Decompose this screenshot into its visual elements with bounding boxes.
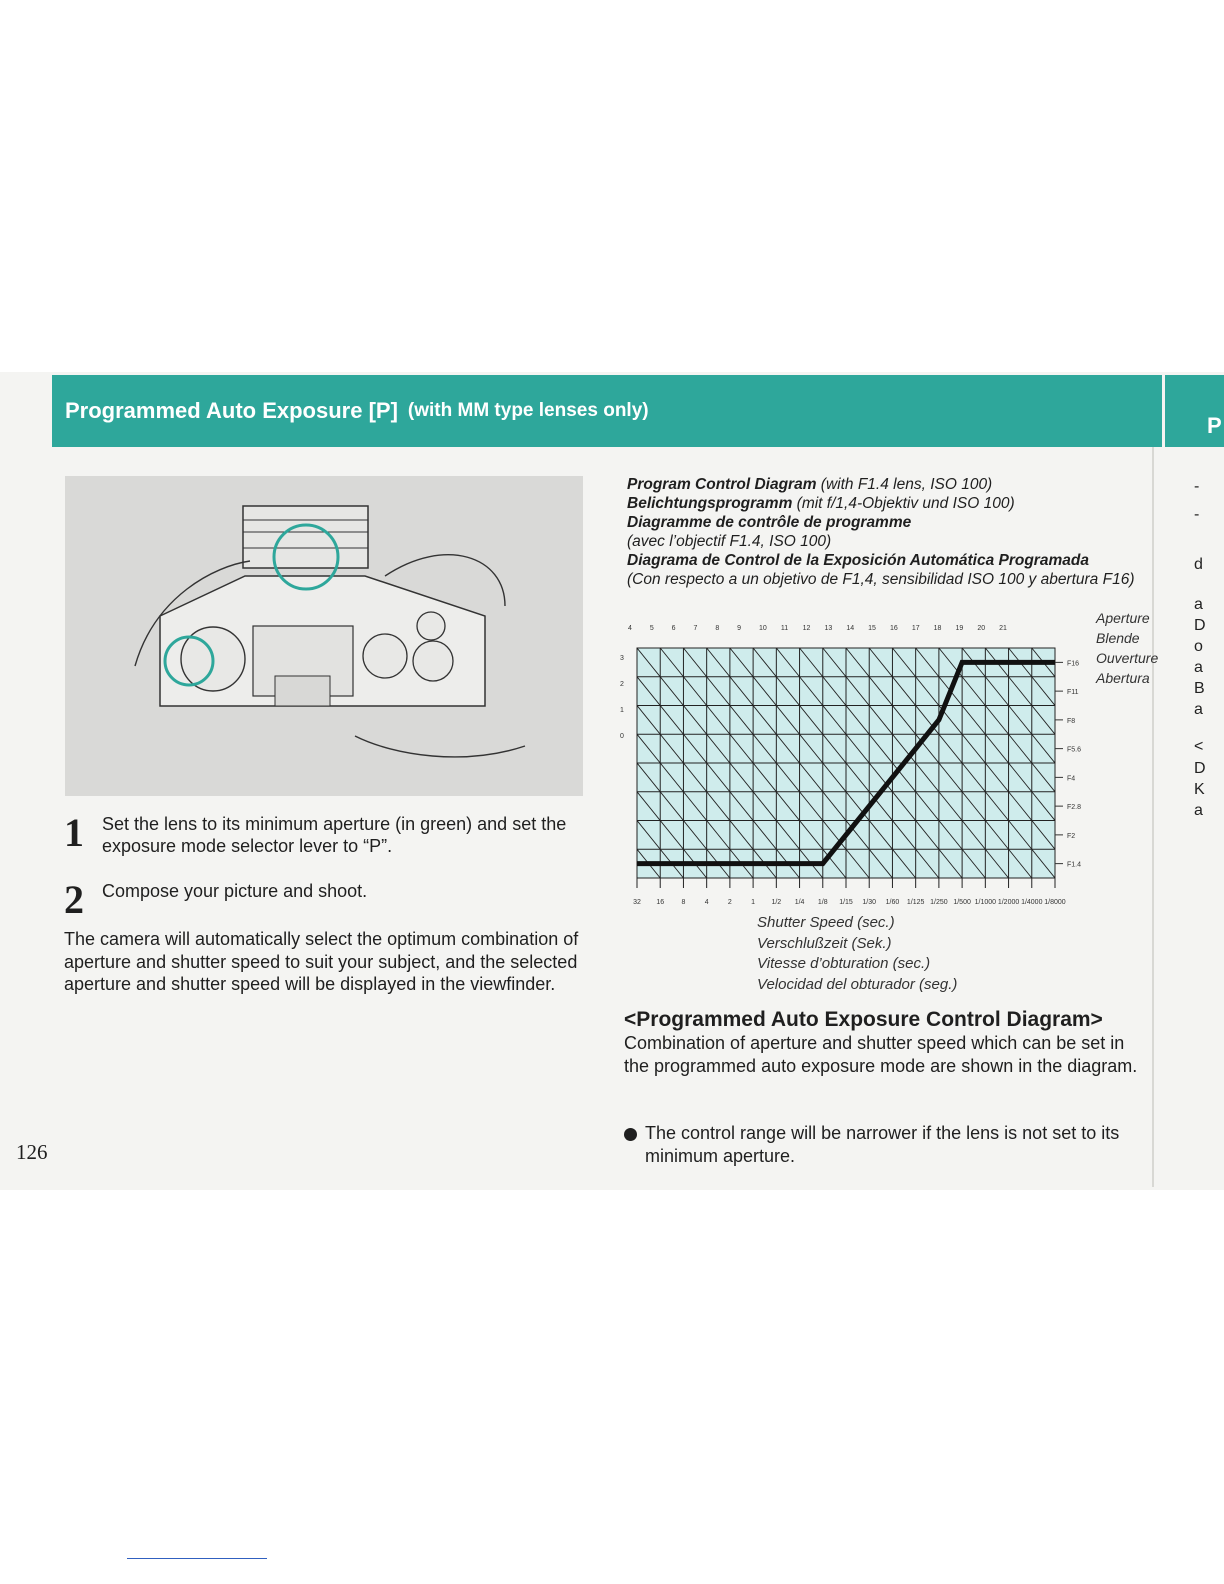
shutter-label-de: Verschlußzeit (Sek.) bbox=[757, 934, 892, 952]
next-page-fragment: - bbox=[1194, 506, 1200, 523]
ev-label: 10 bbox=[759, 625, 767, 632]
section-header bbox=[52, 375, 1162, 447]
body-paragraph: The camera will automatically select the optimum combination of aperture and shutter speed to suit your subject, and the selected aperture and shutter speed will be displayed in the viewfinder. bbox=[64, 929, 579, 994]
ev-label: 13 bbox=[824, 625, 833, 632]
caption-fr-rest: (avec l’objectif F1.4, ISO 100) bbox=[627, 533, 832, 550]
diagram-caption bbox=[627, 475, 1147, 589]
next-page-fragment: a bbox=[1194, 802, 1203, 819]
section-body: Combination of aperture and shutter speed which can be set in the programmed auto exposure mode are shown in the diagram. bbox=[624, 1033, 1138, 1076]
aperture-axis-labels bbox=[1096, 608, 1158, 688]
step-1-number: 1 bbox=[64, 810, 84, 855]
y-tick-label: F11 bbox=[1067, 689, 1079, 697]
y-tick-label: F16 bbox=[1067, 660, 1080, 668]
caption-en-rest: (with F1.4 lens, ISO 100) bbox=[816, 476, 993, 493]
ev-label: 18 bbox=[933, 625, 942, 632]
ev-label: 12 bbox=[802, 625, 811, 632]
caption-fr-bold: Diagramme de contrôle de programme bbox=[627, 514, 912, 531]
step-1-text: Set the lens to its minimum aperture (in green) and set the exposure mode selector lever to “P”. bbox=[102, 814, 567, 856]
shutter-axis-labels bbox=[757, 913, 957, 995]
ev-label: 7 bbox=[693, 625, 698, 632]
ev-label-left: 3 bbox=[620, 655, 624, 662]
caption-es-rest: (Con respecto a un objetivo de F1,4, sensibilidad ISO 100 y abertura F16) bbox=[627, 571, 1135, 588]
x-tick-label: 1/4000 bbox=[1021, 899, 1043, 906]
ev-label-left: 1 bbox=[620, 707, 624, 714]
shutter-label-fr: Vitesse d’obturation (sec.) bbox=[757, 955, 931, 972]
ev-label-left: 0 bbox=[620, 733, 624, 740]
aperture-label-es: Abertura bbox=[1096, 670, 1150, 686]
caption-de-bold: Belichtungsprogramm bbox=[627, 495, 793, 512]
camera-drawing bbox=[65, 476, 583, 796]
next-page-fragment: o bbox=[1194, 638, 1203, 655]
section-heading: <Programmed Auto Exposure Control Diagram> bbox=[624, 1008, 1103, 1031]
caption-de-rest: (mit f/1,4-Objektiv und ISO 100) bbox=[792, 495, 1015, 512]
next-page-fragment: K bbox=[1194, 781, 1205, 798]
x-tick-label: 1 bbox=[751, 899, 756, 906]
x-tick-label: 1/60 bbox=[885, 899, 900, 906]
ev-label: 6 bbox=[671, 625, 676, 632]
ev-label: 14 bbox=[846, 625, 855, 632]
next-page-fragment: D bbox=[1194, 617, 1206, 634]
ev-label: 17 bbox=[911, 625, 920, 632]
x-tick-label: 32 bbox=[633, 899, 641, 906]
next-page-fragment: a bbox=[1194, 659, 1203, 676]
y-tick-label: F2.8 bbox=[1067, 804, 1082, 812]
y-tick-label: F2 bbox=[1067, 832, 1076, 840]
page-subtitle: (with MM type lenses only) bbox=[407, 400, 649, 421]
aperture-label-de: Blende bbox=[1096, 630, 1140, 646]
ev-label: 4 bbox=[628, 625, 632, 632]
x-tick-label: 1/1000 bbox=[974, 899, 997, 906]
ev-label: 15 bbox=[868, 625, 876, 632]
ev-label: 9 bbox=[737, 625, 742, 632]
x-tick-label: 1/125 bbox=[906, 899, 925, 906]
x-tick-label: 8 bbox=[681, 899, 686, 906]
bullet-dot bbox=[624, 1128, 637, 1141]
x-tick-label: 1/4 bbox=[794, 899, 805, 906]
caption-en-bold: Program Control Diagram bbox=[627, 476, 817, 493]
aperture-label-en: Aperture bbox=[1096, 610, 1150, 626]
next-page-fragment: < bbox=[1194, 738, 1204, 755]
step-2-text: Compose your picture and shoot. bbox=[102, 881, 368, 901]
step-2 bbox=[64, 877, 584, 922]
bullet-text: The control range will be narrower if the lens is not set to its minimum aperture. bbox=[645, 1123, 1120, 1166]
aperture-label-fr: Ouverture bbox=[1096, 650, 1159, 666]
y-tick-label: F5.6 bbox=[1067, 746, 1082, 754]
camera-illustration bbox=[65, 476, 583, 796]
ev-label: 5 bbox=[649, 625, 654, 632]
x-tick-label: 1/2000 bbox=[997, 899, 1020, 906]
y-tick-label: F4 bbox=[1067, 775, 1076, 783]
shutter-label-en: Shutter Speed (sec.) bbox=[757, 914, 895, 931]
x-tick-label: 1/8000 bbox=[1044, 899, 1066, 906]
ev-label: 8 bbox=[715, 625, 720, 632]
next-page-fragment: a bbox=[1194, 701, 1203, 718]
next-page-header-initial: P bbox=[1207, 413, 1222, 438]
ev-label: 16 bbox=[890, 625, 898, 632]
next-page-fragment: d bbox=[1194, 556, 1203, 573]
footer-rule bbox=[127, 1558, 267, 1559]
ev-label-left: 2 bbox=[620, 681, 624, 688]
ev-label: 21 bbox=[999, 625, 1007, 632]
x-tick-label: 1/15 bbox=[839, 899, 853, 906]
caption-en bbox=[627, 475, 1147, 494]
next-page-fragment: D bbox=[1194, 760, 1206, 777]
step-1 bbox=[64, 810, 584, 857]
bullet-item bbox=[624, 1122, 1144, 1167]
page-gutter bbox=[1152, 447, 1154, 1187]
caption-de bbox=[627, 494, 1147, 513]
x-tick-label: 2 bbox=[727, 899, 732, 906]
x-tick-label: 1/2 bbox=[771, 899, 782, 906]
x-tick-label: 1/8 bbox=[817, 899, 828, 906]
page-title: Programmed Auto Exposure [P] bbox=[65, 398, 398, 423]
page-number: 126 bbox=[16, 1140, 48, 1164]
ev-diagonal bbox=[1055, 648, 1090, 878]
x-tick-label: 16 bbox=[656, 899, 665, 906]
caption-es-bold: Diagrama de Control de la Exposición Automática Programada bbox=[627, 552, 1089, 569]
next-page-fragment: a bbox=[1194, 596, 1203, 613]
y-tick-label: F1.4 bbox=[1067, 861, 1082, 869]
ev-label: 19 bbox=[955, 625, 964, 632]
step-2-number: 2 bbox=[64, 877, 84, 922]
shutter-label-es: Velocidad del obturador (seg.) bbox=[757, 975, 958, 993]
program-control-diagram bbox=[600, 618, 1090, 910]
ev-label: 20 bbox=[977, 625, 986, 632]
next-page-fragment: B bbox=[1194, 680, 1205, 697]
x-tick-label: 1/30 bbox=[862, 899, 877, 906]
y-tick-label: F8 bbox=[1067, 717, 1076, 725]
next-page-fragment: - bbox=[1194, 478, 1200, 495]
ev-diagonal bbox=[600, 648, 637, 878]
x-tick-label: 1/500 bbox=[953, 899, 971, 906]
next-page-header bbox=[1165, 375, 1224, 447]
x-tick-label: 1/250 bbox=[930, 899, 948, 906]
x-tick-label: 4 bbox=[704, 899, 709, 906]
ev-label: 11 bbox=[780, 625, 789, 632]
